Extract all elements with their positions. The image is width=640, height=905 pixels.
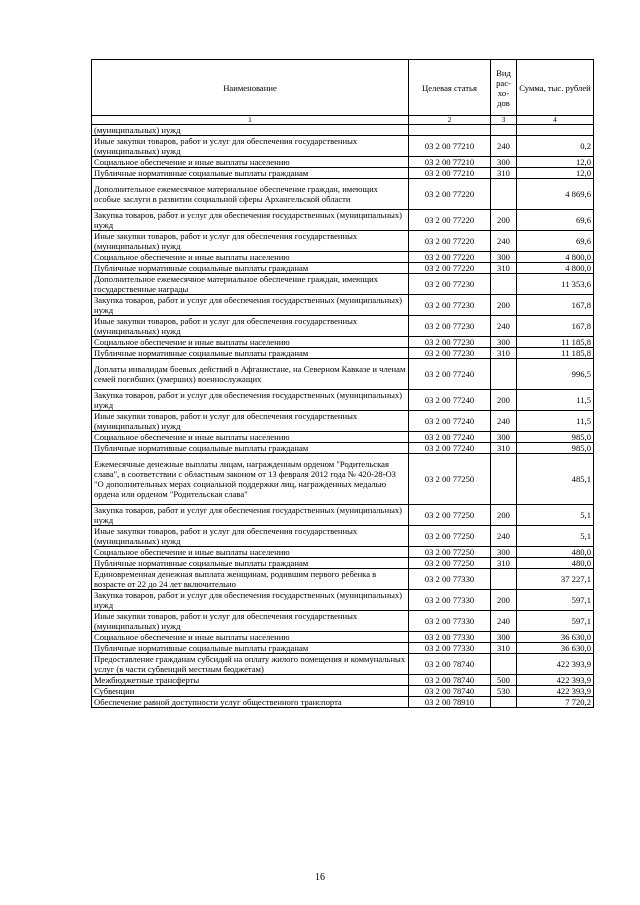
- row-sum-cell: 37 227,1: [517, 569, 594, 590]
- row-sum-cell: 36 630,0: [517, 643, 594, 654]
- row-name-cell: (муниципальных) нужд: [92, 125, 409, 136]
- table-row: [92, 697, 594, 708]
- row-code-cell: 03 2 00 77330: [409, 590, 491, 611]
- row-vid-cell: [491, 454, 517, 505]
- row-vid-cell: 310: [491, 348, 517, 359]
- row-code-cell: 03 2 00 78740: [409, 654, 491, 675]
- table-row: [92, 505, 594, 526]
- table-row: [92, 654, 594, 675]
- row-sum-cell: 422 393,9: [517, 686, 594, 697]
- row-sum-cell: 597,1: [517, 590, 594, 611]
- row-sum-cell: 12,0: [517, 157, 594, 168]
- row-name-cell: Публичные нормативные социальные выплаты гражданам: [92, 643, 409, 654]
- column-number: 1: [92, 116, 409, 125]
- row-vid-cell: [491, 697, 517, 708]
- row-code-cell: 03 2 00 77220: [409, 263, 491, 274]
- row-vid-cell: 200: [491, 505, 517, 526]
- row-vid-cell: 240: [491, 316, 517, 337]
- row-vid-cell: 300: [491, 252, 517, 263]
- row-name-cell: Закупка товаров, работ и услуг для обеспечения государственных (муниципальных) нужд: [92, 590, 409, 611]
- table-row: [92, 454, 594, 505]
- row-name-cell: Иные закупки товаров, работ и услуг для обеспечения государственных (муниципальных) нужд: [92, 611, 409, 632]
- row-vid-cell: 530: [491, 686, 517, 697]
- row-sum-cell: 422 393,9: [517, 654, 594, 675]
- table-row: [92, 547, 594, 558]
- row-code-cell: 03 2 00 77240: [409, 443, 491, 454]
- row-sum-cell: 5,1: [517, 505, 594, 526]
- row-name-cell: Предоставление гражданам субсидий на оплату жилого помещения и коммунальных услуг (в части субвенций местным бюджетам): [92, 654, 409, 675]
- table-row: [92, 252, 594, 263]
- row-vid-cell: 310: [491, 168, 517, 179]
- table-row: [92, 569, 594, 590]
- row-code-cell: 03 2 00 77250: [409, 547, 491, 558]
- table-row: [92, 643, 594, 654]
- row-vid-cell: 300: [491, 432, 517, 443]
- table-row: [92, 411, 594, 432]
- row-sum-cell: 11 185,8: [517, 348, 594, 359]
- row-name-cell: Ежемесячные денежные выплаты лицам, награжденным орденом "Родительская слава", в соответствии с областным законом от 13 февраля 2012 года № 420-28-ОЗ "О дополнительных мерах социальной поддержки лиц, награжденных медалью ордена или орденом "Родительская слава": [92, 454, 409, 505]
- row-sum-cell: 11 353,6: [517, 274, 594, 295]
- table-row: [92, 263, 594, 274]
- row-code-cell: 03 2 00 77240: [409, 432, 491, 443]
- budget-table-sheet: [91, 59, 593, 708]
- row-name-cell: Публичные нормативные социальные выплаты гражданам: [92, 558, 409, 569]
- row-sum-cell: 480,0: [517, 547, 594, 558]
- header-vid: Вид рас-хо-дов: [491, 60, 517, 116]
- row-code-cell: 03 2 00 77210: [409, 168, 491, 179]
- row-name-cell: Единовременная денежная выплата женщинам, родившим первого ребенка в возрасте от 22 до 24 лет включительно: [92, 569, 409, 590]
- row-name-cell: Дополнительное ежемесячное материальное обеспечение граждан, имеющих государственные награды: [92, 274, 409, 295]
- row-sum-cell: 11,5: [517, 411, 594, 432]
- page-number: 16: [315, 872, 325, 883]
- row-vid-cell: [491, 179, 517, 210]
- row-vid-cell: 310: [491, 558, 517, 569]
- row-vid-cell: 300: [491, 632, 517, 643]
- row-vid-cell: 200: [491, 590, 517, 611]
- row-sum-cell: 422 393,9: [517, 675, 594, 686]
- row-name-cell: Социальное обеспечение и иные выплаты населению: [92, 632, 409, 643]
- table-row: [92, 348, 594, 359]
- row-name-cell: Социальное обеспечение и иные выплаты населению: [92, 157, 409, 168]
- row-sum-cell: 485,1: [517, 454, 594, 505]
- table-row: [92, 390, 594, 411]
- row-name-cell: Публичные нормативные социальные выплаты гражданам: [92, 348, 409, 359]
- row-code-cell: 03 2 00 77330: [409, 643, 491, 654]
- row-name-cell: Доплаты инвалидам боевых действий в Афганистане, на Северном Кавказе и членам семей погибших (умерших) военнослужащих: [92, 359, 409, 390]
- table-row: [92, 632, 594, 643]
- row-code-cell: 03 2 00 77210: [409, 136, 491, 157]
- row-vid-cell: 300: [491, 157, 517, 168]
- row-name-cell: Социальное обеспечение и иные выплаты населению: [92, 432, 409, 443]
- row-code-cell: 03 2 00 78740: [409, 686, 491, 697]
- header-row: [92, 60, 594, 116]
- row-vid-cell: [491, 654, 517, 675]
- row-sum-cell: 480,0: [517, 558, 594, 569]
- table-row: [92, 231, 594, 252]
- table-row: [92, 675, 594, 686]
- row-name-cell: Закупка товаров, работ и услуг для обеспечения государственных (муниципальных) нужд: [92, 505, 409, 526]
- row-sum-cell: 167,8: [517, 316, 594, 337]
- row-name-cell: Закупка товаров, работ и услуг для обеспечения государственных (муниципальных) нужд: [92, 210, 409, 231]
- row-vid-cell: 200: [491, 390, 517, 411]
- table-row: [92, 686, 594, 697]
- column-number: 4: [517, 116, 594, 125]
- row-name-cell: Публичные нормативные социальные выплаты гражданам: [92, 263, 409, 274]
- table-row: [92, 210, 594, 231]
- row-sum-cell: 4 869,6: [517, 179, 594, 210]
- row-code-cell: 03 2 00 78910: [409, 697, 491, 708]
- row-code-cell: 03 2 00 77220: [409, 231, 491, 252]
- row-code-cell: 03 2 00 77230: [409, 274, 491, 295]
- row-code-cell: 03 2 00 77220: [409, 179, 491, 210]
- row-vid-cell: [491, 274, 517, 295]
- table-row: [92, 337, 594, 348]
- row-vid-cell: 200: [491, 295, 517, 316]
- row-code-cell: 03 2 00 77250: [409, 505, 491, 526]
- row-code-cell: 03 2 00 77240: [409, 359, 491, 390]
- table-row: [92, 179, 594, 210]
- row-sum-cell: [517, 125, 594, 136]
- header-name: Наименование: [92, 60, 409, 116]
- row-name-cell: Иные закупки товаров, работ и услуг для обеспечения государственных (муниципальных) нужд: [92, 526, 409, 547]
- row-name-cell: Социальное обеспечение и иные выплаты населению: [92, 547, 409, 558]
- header-sum: Сумма, тыс. рублей: [517, 60, 594, 116]
- table-row: [92, 611, 594, 632]
- row-code-cell: 03 2 00 77230: [409, 295, 491, 316]
- row-code-cell: [409, 125, 491, 136]
- row-code-cell: 03 2 00 77240: [409, 411, 491, 432]
- row-code-cell: 03 2 00 77250: [409, 454, 491, 505]
- row-code-cell: 03 2 00 78740: [409, 675, 491, 686]
- row-name-cell: Закупка товаров, работ и услуг для обеспечения государственных (муниципальных) нужд: [92, 295, 409, 316]
- header-code: Целевая статья: [409, 60, 491, 116]
- row-sum-cell: 985,0: [517, 443, 594, 454]
- row-code-cell: 03 2 00 77210: [409, 157, 491, 168]
- table-row: [92, 526, 594, 547]
- row-sum-cell: 996,5: [517, 359, 594, 390]
- row-sum-cell: 5,1: [517, 526, 594, 547]
- table-row: [92, 125, 594, 136]
- row-vid-cell: 310: [491, 643, 517, 654]
- row-name-cell: Социальное обеспечение и иные выплаты населению: [92, 337, 409, 348]
- row-vid-cell: [491, 569, 517, 590]
- table-body: [92, 125, 594, 708]
- budget-table: [91, 59, 594, 708]
- row-sum-cell: 597,1: [517, 611, 594, 632]
- row-vid-cell: [491, 359, 517, 390]
- table-row: [92, 136, 594, 157]
- row-vid-cell: 300: [491, 547, 517, 558]
- row-vid-cell: 300: [491, 337, 517, 348]
- row-vid-cell: 200: [491, 210, 517, 231]
- row-code-cell: 03 2 00 77220: [409, 210, 491, 231]
- row-name-cell: Социальное обеспечение и иные выплаты населению: [92, 252, 409, 263]
- row-vid-cell: 240: [491, 526, 517, 547]
- table-row: [92, 295, 594, 316]
- row-sum-cell: 11,5: [517, 390, 594, 411]
- row-name-cell: Обеспечение равной доступности услуг общественного транспорта: [92, 697, 409, 708]
- row-name-cell: Субвенции: [92, 686, 409, 697]
- row-sum-cell: 69,6: [517, 231, 594, 252]
- row-code-cell: 03 2 00 77240: [409, 390, 491, 411]
- row-code-cell: 03 2 00 77230: [409, 337, 491, 348]
- row-sum-cell: 985,0: [517, 432, 594, 443]
- table-row: [92, 359, 594, 390]
- row-code-cell: 03 2 00 77230: [409, 316, 491, 337]
- row-vid-cell: 310: [491, 443, 517, 454]
- row-name-cell: Иные закупки товаров, работ и услуг для обеспечения государственных (муниципальных) нужд: [92, 411, 409, 432]
- row-code-cell: 03 2 00 77250: [409, 558, 491, 569]
- row-sum-cell: 69,6: [517, 210, 594, 231]
- row-vid-cell: 500: [491, 675, 517, 686]
- row-vid-cell: 310: [491, 263, 517, 274]
- row-vid-cell: 240: [491, 411, 517, 432]
- row-code-cell: 03 2 00 77230: [409, 348, 491, 359]
- table-row: [92, 558, 594, 569]
- row-name-cell: Иные закупки товаров, работ и услуг для обеспечения государственных (муниципальных) нужд: [92, 136, 409, 157]
- row-sum-cell: 7 720,2: [517, 697, 594, 708]
- row-sum-cell: 11 185,8: [517, 337, 594, 348]
- row-vid-cell: 240: [491, 231, 517, 252]
- column-number-row: [92, 116, 594, 125]
- row-code-cell: 03 2 00 77330: [409, 569, 491, 590]
- table-row: [92, 443, 594, 454]
- row-sum-cell: 0,2: [517, 136, 594, 157]
- row-code-cell: 03 2 00 77220: [409, 252, 491, 263]
- row-name-cell: Публичные нормативные социальные выплаты гражданам: [92, 443, 409, 454]
- row-vid-cell: 240: [491, 136, 517, 157]
- table-row: [92, 168, 594, 179]
- column-number: 2: [409, 116, 491, 125]
- row-name-cell: Публичные нормативные социальные выплаты гражданам: [92, 168, 409, 179]
- row-name-cell: Иные закупки товаров, работ и услуг для обеспечения государственных (муниципальных) нужд: [92, 231, 409, 252]
- row-sum-cell: 12,0: [517, 168, 594, 179]
- row-sum-cell: 4 800,0: [517, 263, 594, 274]
- row-sum-cell: 167,8: [517, 295, 594, 316]
- table-row: [92, 590, 594, 611]
- column-number: 3: [491, 116, 517, 125]
- row-code-cell: 03 2 00 77330: [409, 611, 491, 632]
- row-sum-cell: 4 800,0: [517, 252, 594, 263]
- row-vid-cell: 240: [491, 611, 517, 632]
- row-vid-cell: [491, 125, 517, 136]
- row-code-cell: 03 2 00 77250: [409, 526, 491, 547]
- row-name-cell: Иные закупки товаров, работ и услуг для обеспечения государственных (муниципальных) нужд: [92, 316, 409, 337]
- row-name-cell: Дополнительное ежемесячное материальное обеспечение граждан, имеющих особые заслуги в развитии социальной сферы Архангельской области: [92, 179, 409, 210]
- table-row: [92, 157, 594, 168]
- row-sum-cell: 36 630,0: [517, 632, 594, 643]
- row-code-cell: 03 2 00 77330: [409, 632, 491, 643]
- table-row: [92, 316, 594, 337]
- row-name-cell: Закупка товаров, работ и услуг для обеспечения государственных (муниципальных) нужд: [92, 390, 409, 411]
- row-name-cell: Межбюджетные трансферты: [92, 675, 409, 686]
- table-row: [92, 432, 594, 443]
- table-row: [92, 274, 594, 295]
